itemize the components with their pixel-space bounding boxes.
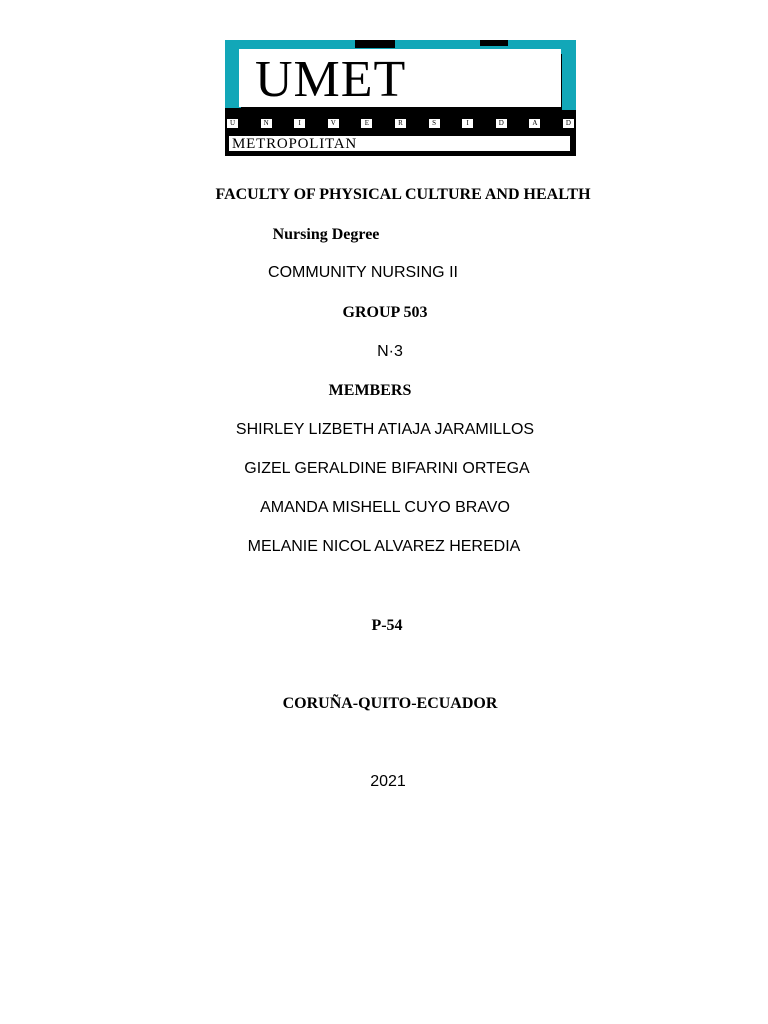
logo-subtitle-box xyxy=(228,135,571,152)
logo-name-box xyxy=(239,49,561,107)
logo-letter: D xyxy=(496,119,507,128)
members-heading: MEMBERS xyxy=(328,382,412,399)
logo-letter: I xyxy=(294,119,305,128)
logo-letter: I xyxy=(462,119,473,128)
logo-name: UMET xyxy=(255,51,407,108)
year-label: 2021 xyxy=(370,773,406,790)
degree-title: Nursing Degree xyxy=(272,226,380,243)
logo-letter: D xyxy=(563,119,574,128)
logo-letter: A xyxy=(529,119,540,128)
member-name: AMANDA MISHELL CUYO BRAVO xyxy=(260,499,510,516)
logo-letter: S xyxy=(429,119,440,128)
logo-letter: N xyxy=(261,119,272,128)
number-label: N·3 xyxy=(377,343,403,360)
member-name: SHIRLEY LIZBETH ATIAJA JARAMILLOS xyxy=(235,421,535,438)
logo-letter: V xyxy=(328,119,339,128)
subject-title: COMMUNITY NURSING II xyxy=(268,264,458,281)
logo-letter: R xyxy=(395,119,406,128)
logo-letter: E xyxy=(361,119,372,128)
group-label: GROUP 503 xyxy=(342,304,428,321)
member-name: MELANIE NICOL ALVAREZ HEREDIA xyxy=(247,538,521,555)
faculty-title: FACULTY OF PHYSICAL CULTURE AND HEALTH xyxy=(215,186,591,203)
logo-accent-right xyxy=(562,40,576,110)
member-name: GIZEL GERALDINE BIFARINI ORTEGA xyxy=(244,460,530,477)
logo-letter: U xyxy=(227,119,238,128)
code-label: P-54 xyxy=(371,617,403,634)
logo-spaced-letters xyxy=(227,119,574,129)
logo-subtitle: METROPOLITAN xyxy=(232,136,358,152)
umet-logo xyxy=(225,40,576,156)
location-label: CORUÑA-QUITO-ECUADOR xyxy=(282,695,498,712)
